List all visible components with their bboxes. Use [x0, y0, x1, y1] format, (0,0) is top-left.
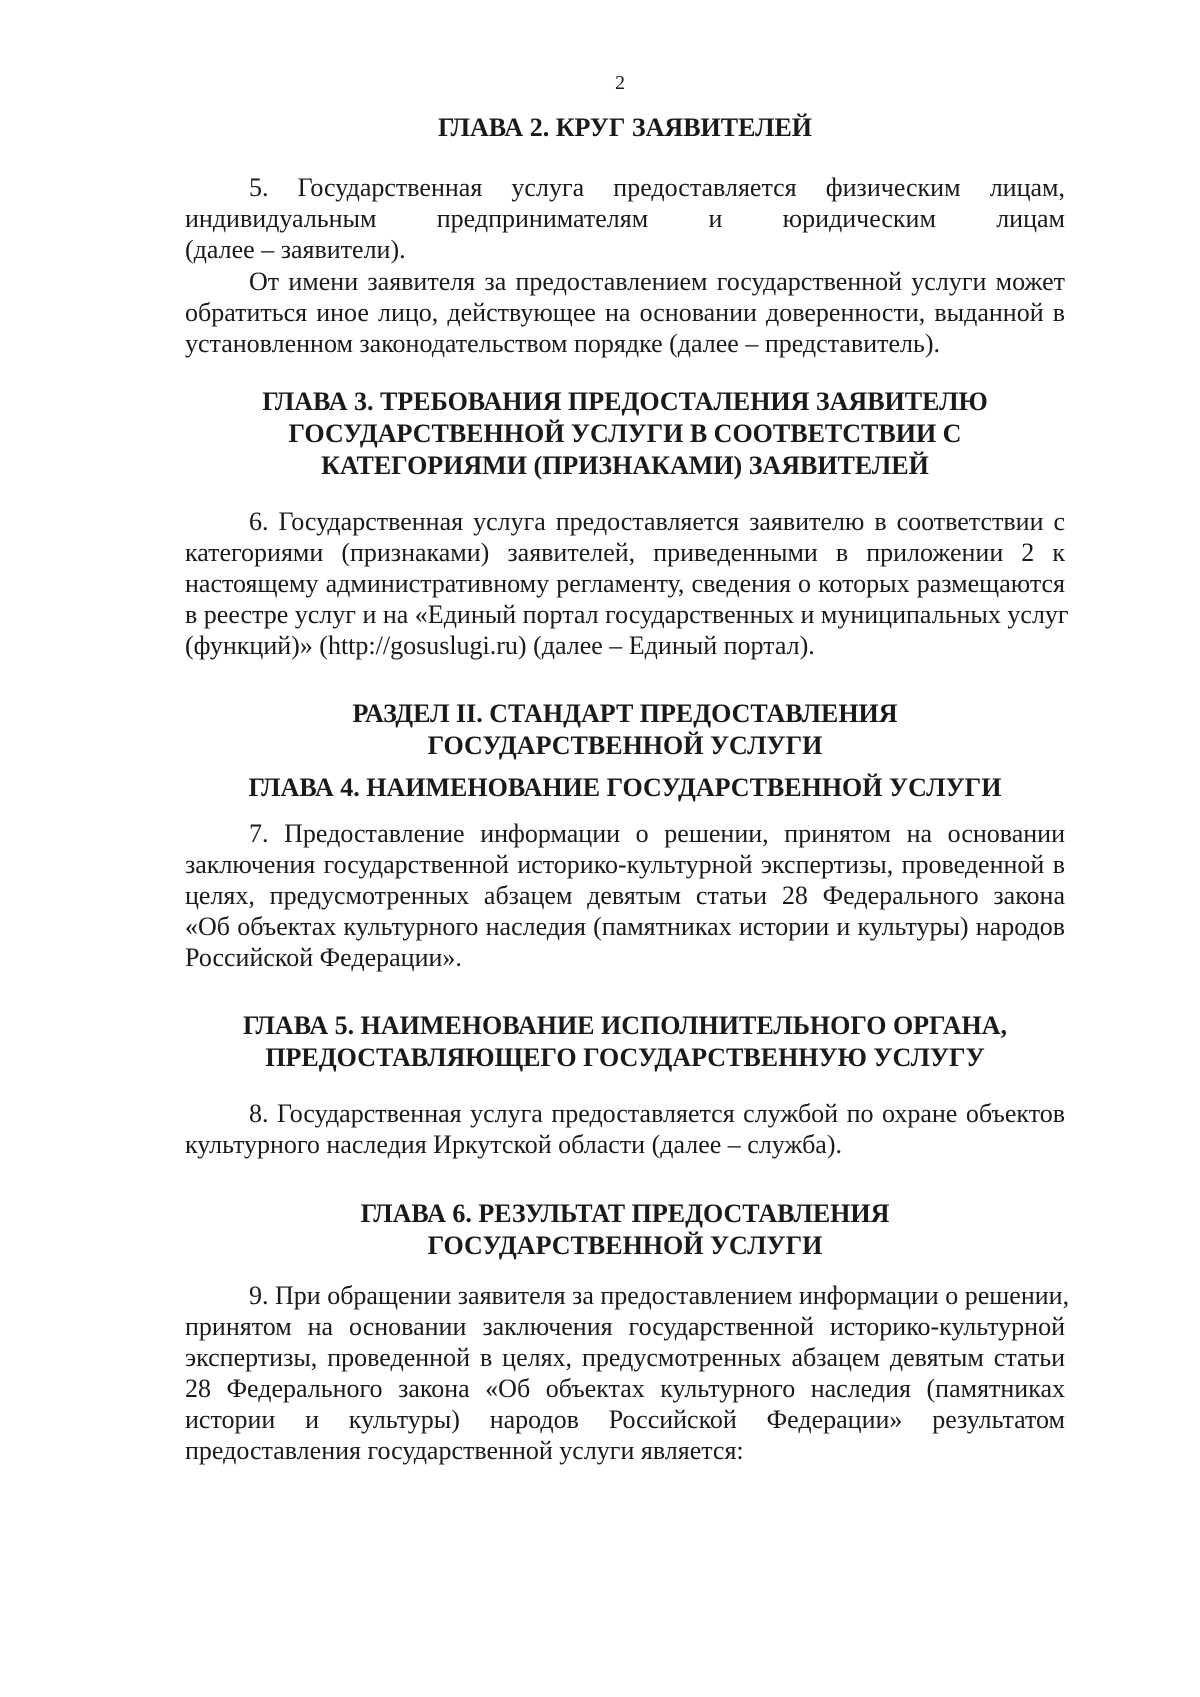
paragraph-line: категориями (признаками) заявителей, приведенными в приложении 2 к: [185, 538, 1065, 567]
heading-line: ГЛАВА 3. ТРЕБОВАНИЯ ПРЕДОСТАЛЕНИЯ ЗАЯВИТЕЛЮ: [262, 387, 988, 416]
paragraph-7: [185, 818, 1065, 973]
paragraph-line: обратиться иное лицо, действующее на основании доверенности, выданной в: [185, 298, 1065, 327]
paragraph-9: [185, 1280, 1070, 1466]
paragraph-6: [185, 506, 1069, 661]
page-number: 2: [615, 72, 625, 94]
chapter-5-title: [185, 1010, 1065, 1074]
heading-line: ГОСУДАРСТВЕННОЙ УСЛУГИ В СООТВЕТСТВИИ С: [288, 419, 962, 448]
paragraph-line: 6. Государственная услуга предоставляется заявителю в соответствии с: [249, 507, 1065, 536]
chapter-3-title: [185, 386, 1065, 482]
heading-line: РАЗДЕЛ II. СТАНДАРТ ПРЕДОСТАВЛЕНИЯ: [352, 699, 898, 728]
paragraph-8: [185, 1098, 1065, 1160]
paragraph-line: «Об объектах культурного наследия (памятниках истории и культуры) народов: [185, 912, 1065, 941]
paragraph-line: (далее – заявители).: [185, 235, 406, 264]
paragraph-line: установленном законодательством порядке (далее – представитель).: [185, 329, 941, 358]
paragraph-line: настоящему административному регламенту, сведения о которых размещаются: [185, 569, 1065, 598]
paragraph-line: От имени заявителя за предоставлением государственной услуги может: [249, 267, 1065, 296]
heading-line: ГОСУДАРСТВЕННОЙ УСЛУГИ: [427, 731, 823, 760]
paragraph-line: принятом на основании заключения государственной историко-культурной: [185, 1312, 1065, 1341]
paragraph-line: целях, предусмотренных абзацем девятым статьи 28 Федерального закона: [185, 881, 1065, 910]
paragraph-line: 7. Предоставление информации о решении, принятом на основании: [249, 819, 1065, 848]
paragraph-line: в реестре услуг и на «Единый портал государственных и муниципальных услуг: [185, 600, 1069, 629]
chapter-4-title: ГЛАВА 4. НАИМЕНОВАНИЕ ГОСУДАРСТВЕННОЙ УСЛУГИ: [248, 773, 1002, 802]
paragraph-line: 8. Государственная услуга предоставляется службой по охране объектов: [249, 1099, 1065, 1128]
heading-line: КАТЕГОРИЯМИ (ПРИЗНАКАМИ) ЗАЯВИТЕЛЕЙ: [321, 451, 929, 480]
chapter-6-title: [185, 1198, 1065, 1262]
heading-line: ГОСУДАРСТВЕННОЙ УСЛУГИ: [427, 1231, 823, 1260]
chapter-2-title: ГЛАВА 2. КРУГ ЗАЯВИТЕЛЕЙ: [437, 113, 813, 142]
heading-line: ПРЕДОСТАВЛЯЮЩЕГО ГОСУДАРСТВЕННУЮ УСЛУГУ: [265, 1043, 985, 1072]
paragraph-line: заключения государственной историко-культурной экспертизы, проведенной в: [185, 850, 1065, 879]
section-2-title: [185, 698, 1065, 762]
paragraph-5: [185, 172, 1065, 265]
paragraph-line: индивидуальным предпринимателям и юридическим лицам: [185, 204, 1065, 233]
heading-line: ГЛАВА 6. РЕЗУЛЬТАТ ПРЕДОСТАВЛЕНИЯ: [360, 1199, 890, 1228]
paragraph-line: культурного наследия Иркутской области (далее – служба).: [185, 1130, 843, 1159]
paragraph-line: предоставления государственной услуги является:: [185, 1436, 744, 1465]
paragraph-line: истории и культуры) народов Российской Федерации» результатом: [185, 1405, 1065, 1434]
heading-line: ГЛАВА 5. НАИМЕНОВАНИЕ ИСПОЛНИТЕЛЬНОГО ОРГАНА,: [242, 1011, 1008, 1040]
paragraph-line: экспертизы, проведенной в целях, предусмотренных абзацем девятым статьи: [185, 1343, 1065, 1372]
paragraph-line: 28 Федерального закона «Об объектах культурного наследия (памятниках: [185, 1374, 1065, 1403]
paragraph-line: (функций)» (http://gosuslugi.ru) (далее – Единый портал).: [185, 631, 815, 660]
paragraph-line: Российской Федерации».: [185, 943, 462, 972]
paragraph-5-representative: [185, 266, 1065, 359]
paragraph-line: 9. При обращении заявителя за предоставлением информации о решении,: [249, 1281, 1070, 1310]
paragraph-line: 5. Государственная услуга предоставляется физическим лицам,: [249, 173, 1065, 202]
